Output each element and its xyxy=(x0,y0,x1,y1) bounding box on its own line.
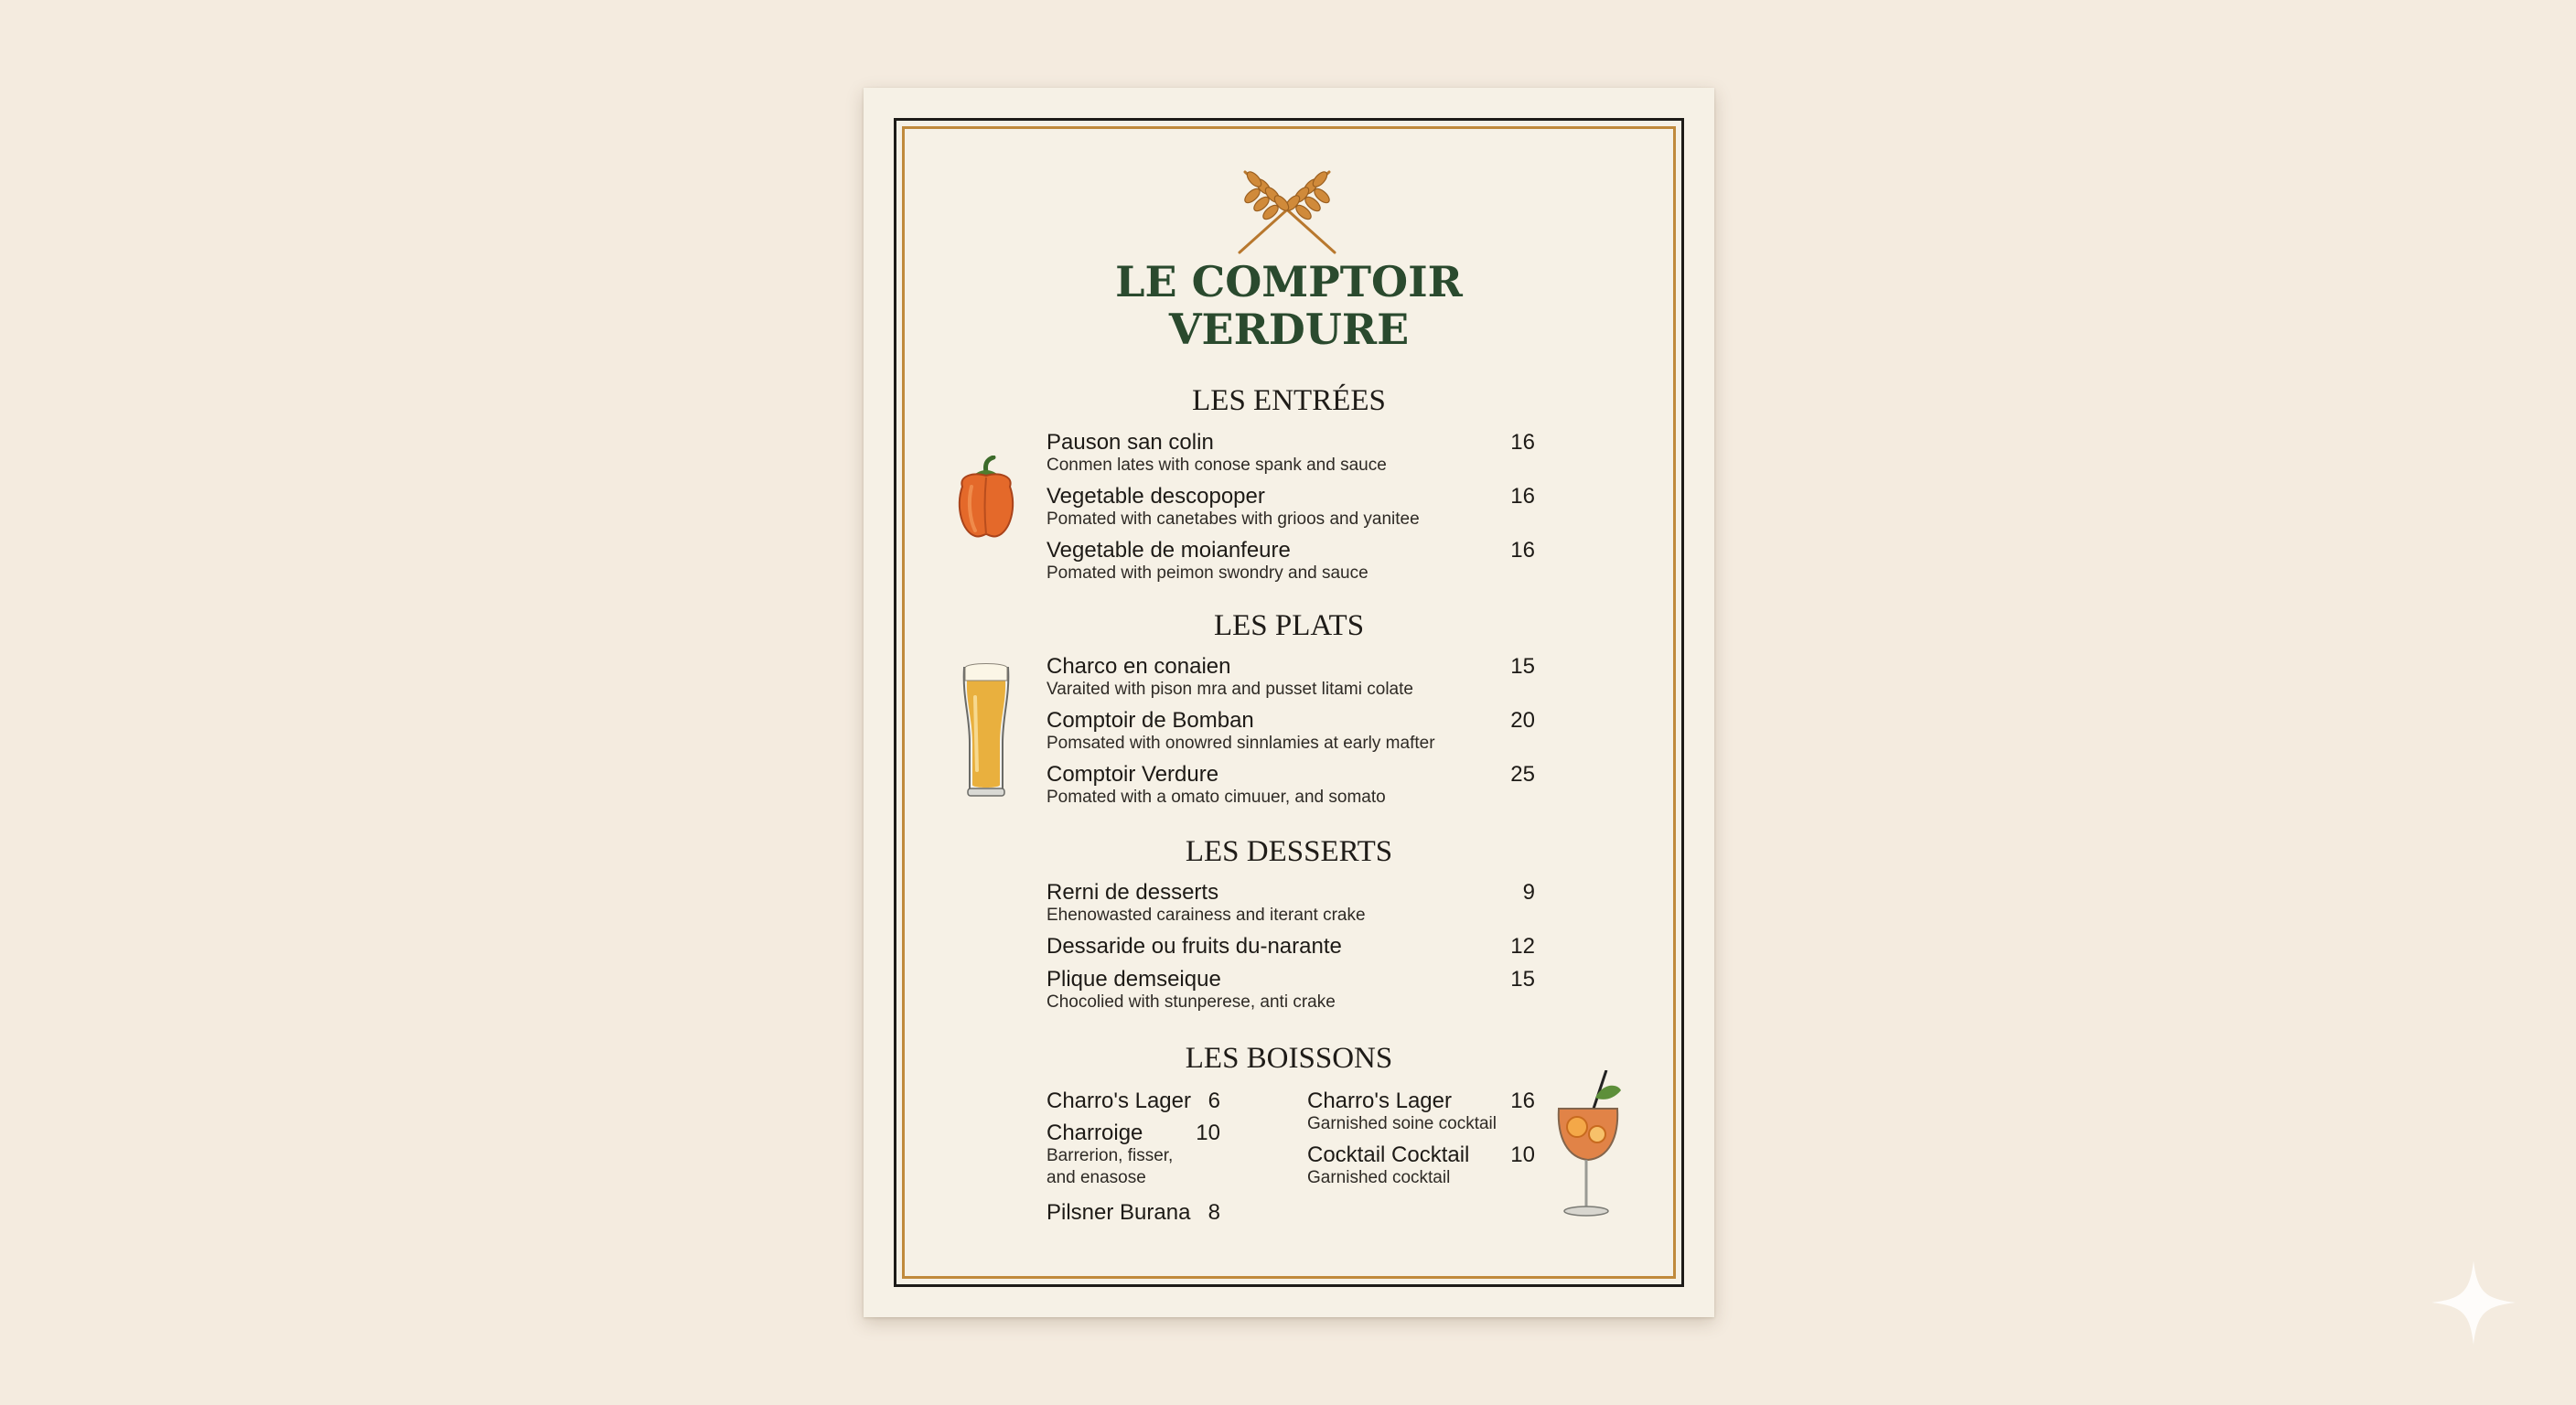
menu-item-price: 15 xyxy=(1510,654,1535,679)
menu-item-name: Dessaride ou fruits du-narante xyxy=(1046,934,1342,959)
drink-description: Barrerion, fisser, xyxy=(1046,1146,1174,1165)
menu-item-name: Pauson san colin xyxy=(1046,430,1214,455)
menu-item-price: 16 xyxy=(1510,484,1535,509)
drink-name: Charroige xyxy=(1046,1121,1143,1145)
wheat-emblem-icon xyxy=(1212,165,1362,256)
menu-item-price: 16 xyxy=(1510,430,1535,455)
drink-description: and enasose xyxy=(1046,1168,1146,1187)
restaurant-name-line2: VERDURE xyxy=(1168,305,1410,354)
bell-pepper-icon xyxy=(953,456,1019,540)
menu-item-price: 15 xyxy=(1510,967,1535,992)
menu-item-name: Vegetable descopoper xyxy=(1046,484,1265,509)
menu-item-name: Charco en conaien xyxy=(1046,654,1231,679)
spritz-cocktail-icon xyxy=(1550,1070,1628,1317)
drink-price: 6 xyxy=(1208,1089,1220,1113)
menu-item-description: Pomated with canetabes with grioos and yanitee xyxy=(1046,509,1420,529)
menu-item-price: 16 xyxy=(1510,538,1535,563)
section-title-plats: LES PLATS xyxy=(1213,609,1365,642)
menu-item-name: Vegetable de moianfeure xyxy=(1046,538,1291,563)
drink-price: 10 xyxy=(1196,1121,1220,1145)
menu-item-description: Ehenowasted carainess and iterant crake xyxy=(1046,906,1366,925)
menu-item-price: 12 xyxy=(1510,934,1535,959)
section-title-boissons: LES BOISSONS xyxy=(1185,1042,1393,1075)
menu-item-description: Pomated with a omato cimuuer, and somato xyxy=(1046,788,1386,807)
drink-name: Charro's Lager xyxy=(1307,1089,1452,1113)
menu-item-description: Varaited with pison mra and pusset litami colate xyxy=(1046,680,1413,699)
menu-item-price: 9 xyxy=(1522,880,1535,905)
drink-description: Garnished soine cocktail xyxy=(1307,1114,1497,1133)
section-title-desserts: LES DESSERTS xyxy=(1185,835,1393,868)
drink-name: Charro's Lager xyxy=(1046,1089,1191,1113)
menu-item-name: Comptoir Verdure xyxy=(1046,762,1219,787)
drink-price: 8 xyxy=(1208,1200,1220,1225)
drink-description: Garnished cocktail xyxy=(1307,1168,1451,1187)
drink-name: Cocktail Cocktail xyxy=(1307,1142,1470,1167)
menu-item-name: Plique demseique xyxy=(1046,967,1221,992)
menu-item-price: 20 xyxy=(1510,708,1535,733)
drink-price: 16 xyxy=(1510,1089,1535,1113)
menu-item-description: Pomsated with onowred sinnlamies at early mafter xyxy=(1046,734,1435,753)
menu-item-description: Chocolied with stunperese, anti crake xyxy=(1046,992,1336,1012)
beer-glass-icon xyxy=(961,660,1012,799)
menu-item-name: Comptoir de Bomban xyxy=(1046,708,1254,733)
menu-item-description: Pomated with peimon swondry and sauce xyxy=(1046,563,1368,583)
drink-price: 10 xyxy=(1510,1142,1535,1167)
restaurant-name-line1: LE COMPTOIR xyxy=(1115,257,1463,306)
sparkle-icon xyxy=(2430,1259,2517,1346)
drink-name: Pilsner Burana xyxy=(1046,1200,1191,1225)
menu-item-price: 25 xyxy=(1510,762,1535,787)
menu-item-name: Rerni de desserts xyxy=(1046,880,1219,905)
section-title-entrees: LES ENTRÉES xyxy=(1192,384,1386,417)
menu-card xyxy=(864,88,1714,1317)
menu-item-description: Conmen lates with conose spank and sauce xyxy=(1046,456,1387,475)
